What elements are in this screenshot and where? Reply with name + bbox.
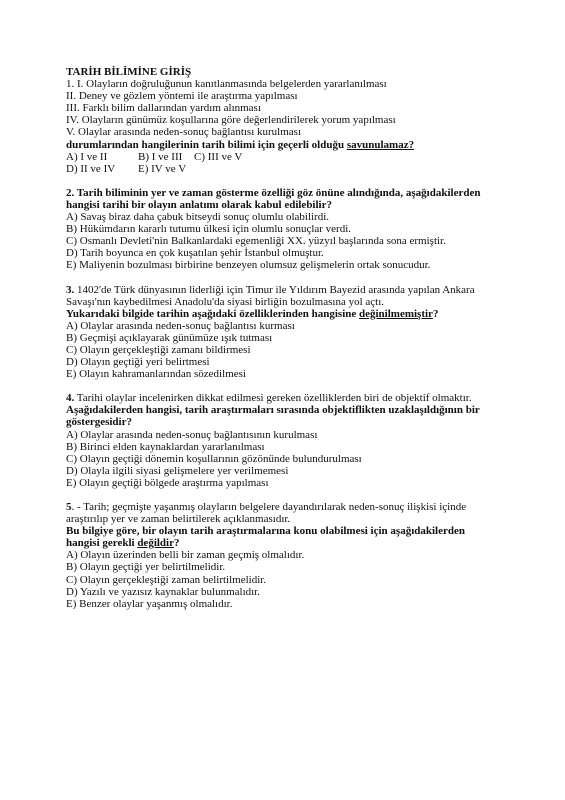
q1-option-c[interactable]: C) III ve V (194, 150, 243, 163)
q4-intro-text: Tarihi olaylar incelenirken dikkat edilmesi gereken özelliklerden biri de objektif olmaktır. (74, 392, 472, 405)
q1-option-b[interactable]: B) I ve III (138, 150, 183, 163)
q4-intro-line (66, 392, 516, 404)
q2-option-b[interactable]: B) Hükümdarın kararlı tutumu ülkesi için olumlu sonuçlar verdi. (66, 223, 352, 236)
question-5 (66, 501, 516, 610)
q5-option-b[interactable]: B) Olayın geçtiği yer belirtilmelidir. (66, 561, 226, 574)
q4-option-a[interactable]: A) Olaylar arasında neden-sonuç bağlantısının kurulması (66, 428, 318, 441)
q2-option-d[interactable]: D) Tarih boyunca en çok kuşatılan şehir İstanbul olmuştur. (66, 247, 324, 260)
q1-option-a[interactable]: A) I ve II (66, 150, 108, 163)
q4-option-c[interactable]: C) Olayın geçtiği dönemin koşullarının gözönünde bulundurulması (66, 452, 362, 465)
q1-item: V. Olaylar arasında neden-sonuç bağlantısı kurulması (66, 126, 302, 139)
q4-option-e[interactable]: E) Olayın geçtiği bölgede araştırma yapılması (66, 476, 269, 489)
q5-question (66, 537, 516, 549)
q1-options-row-1 (66, 151, 516, 163)
q1-question (66, 139, 516, 151)
q1-option-e[interactable]: E) IV ve V (138, 162, 187, 175)
q3-intro-text: 1402'de Türk dünyasının liderliği için Timur ile Yıldırım Bayezid arasında yapılan Ankara (74, 283, 475, 296)
q5-option-d[interactable]: D) Yazılı ve yazısız kaynaklar bulunmalıdır. (66, 585, 260, 598)
document-content (66, 66, 516, 610)
q5-number: 5 (66, 501, 72, 513)
q1-option-d[interactable]: D) II ve IV (66, 162, 116, 175)
question-4 (66, 392, 516, 489)
q2-question-line (66, 187, 516, 199)
q1-item: II. Deney ve gözlem yöntemi ile araştırma yapılması (66, 90, 298, 103)
q3-question-mark: ? (432, 307, 439, 320)
q2-option-a[interactable]: A) Savaş biraz daha çabuk bitseydi sonuç olumlu olabilirdi. (66, 211, 330, 224)
q1-item: IV. Olayların günümüz koşullarına göre değerlendirilerek yorum yapılması (66, 114, 396, 127)
q4-question-line: göstergesidir? (66, 416, 132, 429)
q2-option-c[interactable]: C) Osmanlı Devleti'nin Balkanlardaki egemenliği XX. yüzyıl başlarında sona ermiştir. (66, 235, 446, 248)
q4-question-line: Aşağıdakilerden hangisi, tarih araştırmaları sırasında objektiflikten uzaklaşıldığının bir (66, 404, 480, 417)
q3-intro-line (66, 284, 516, 296)
q5-option-e[interactable]: E) Benzer olaylar yaşanmış olmalıdır. (66, 597, 233, 610)
q3-intro-line: Savaşı'nın kaybedilmesi Anadolu'da siyasi birliğin bozulmasına yol açtı. (66, 295, 385, 308)
q3-option-e[interactable]: E) Olayın kahramanlarından sözedilmesi (66, 368, 246, 381)
q3-number: 3. (66, 283, 75, 296)
q5-intro-text: . - Tarih; geçmişte yaşanmış olayların belgelere dayandırılarak neden-sonuç ilişkisi içinde (71, 501, 467, 513)
question-3 (66, 284, 516, 381)
q1-item: 1. I. Olayların doğruluğunun kanıtlanmasında belgelerden yararlanılması (66, 78, 387, 91)
q1-options-row-2 (66, 163, 516, 175)
q1-item: III. Farklı bilim dallarından yardım alınması (66, 102, 261, 115)
q5-intro-line (66, 501, 516, 513)
page-title: TARİH BİLİMİNE GİRİŞ (66, 66, 192, 78)
q5-question-mark: ? (173, 537, 180, 550)
q2-number: 2. (66, 186, 75, 199)
q3-option-a[interactable]: A) Olaylar arasında neden-sonuç bağlantısı kurması (66, 319, 295, 332)
q5-option-c[interactable]: C) Olayın gerçekleştiği zaman belirtilmelidir. (66, 573, 267, 586)
q1-question-text: durumlarından hangilerinin tarih bilimi için geçerli olduğu (66, 138, 347, 151)
q2-option-e[interactable]: E) Maliyenin bozulması birbirine benzeyen olumsuz gelişmelerin ortak sonucudur. (66, 259, 431, 272)
q3-option-d[interactable]: D) Olayın geçtiği yeri belirtmesi (66, 356, 210, 369)
q3-question-emphasis: değinilmemiştir (359, 307, 433, 320)
q4-option-b[interactable]: B) Birinci elden kaynaklardan yararlanılması (66, 440, 265, 453)
question-2 (66, 187, 516, 272)
q3-question (66, 308, 516, 320)
q3-option-b[interactable]: B) Geçmişi açıklayarak günümüze ışık tutması (66, 331, 273, 344)
q3-question-text: Yukarıdaki bilgide tarihin aşağıdaki özelliklerinden hangisine (66, 307, 359, 320)
q5-intro-line: araştırılıp yer ve zaman belirtilerek açıklanmasıdır. (66, 513, 291, 526)
q1-question-emphasis: savunulamaz? (346, 138, 415, 151)
q3-option-c[interactable]: C) Olayın gerçekleştiği zamanı bildirmesi (66, 343, 251, 356)
q5-question-emphasis: değildir (137, 537, 174, 550)
q5-question-line: Bu bilgiye göre, bir olayın tarih araştırmalarına konu olabilmesi için aşağıdakilerden (66, 525, 465, 538)
q2-question-line: hangisi tarihi bir olayın anlatımı olarak kabul edilebilir? (66, 198, 332, 211)
q5-option-a[interactable]: A) Olayın üzerinden belli bir zaman geçmiş olmalıdır. (66, 549, 305, 562)
q4-option-d[interactable]: D) Olayla ilgili siyasi gelişmelere yer verilmemesi (66, 464, 289, 477)
question-1 (66, 78, 516, 175)
q5-question-text: hangisi gerekli (66, 537, 138, 550)
q2-question-text: Tarih biliminin yer ve zaman gösterme özelliği göz önüne alındığında, aşağıdakilerden (74, 186, 481, 199)
q4-number: 4. (66, 392, 75, 405)
